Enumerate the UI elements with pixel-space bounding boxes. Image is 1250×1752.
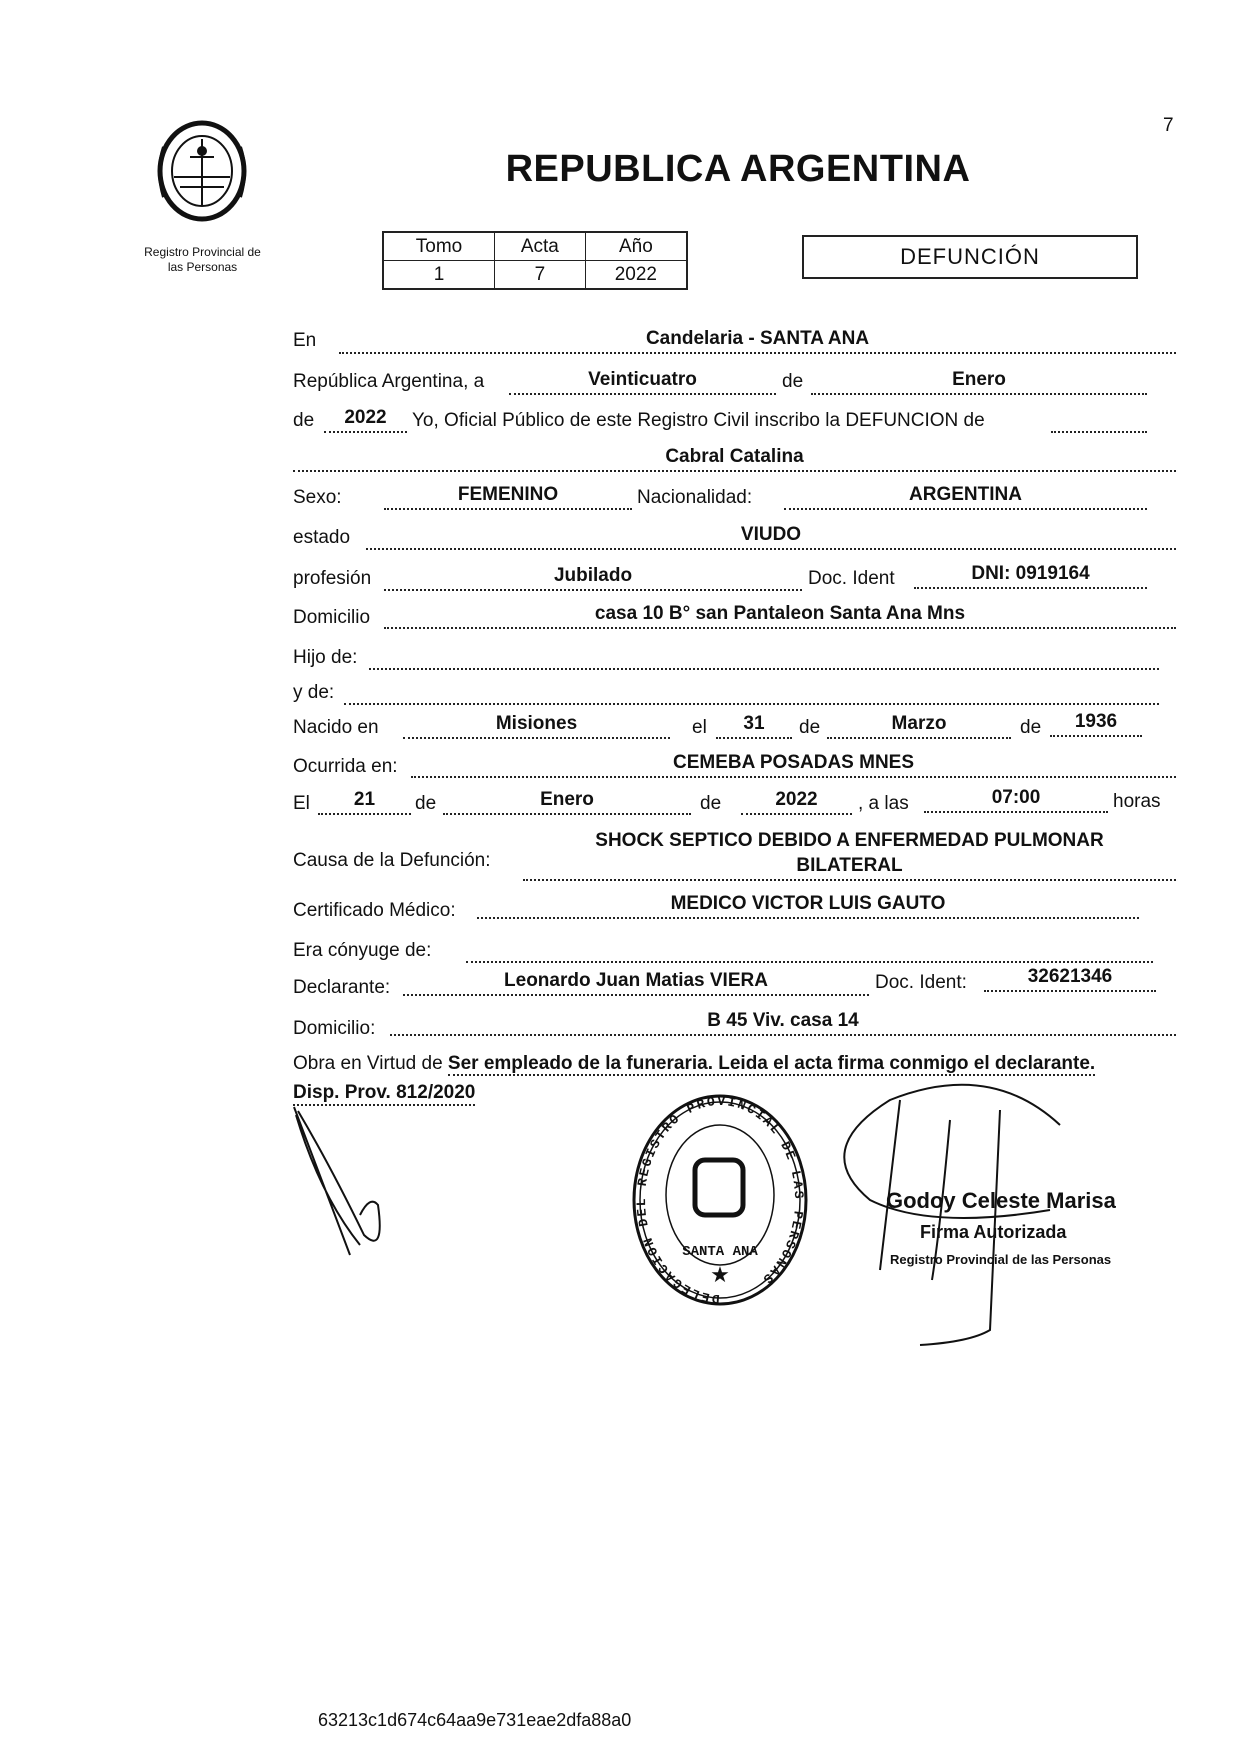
declarant-signature [290, 1105, 400, 1270]
label-sexo: Sexo: [293, 487, 342, 508]
field-day-text: Veinticuatro [509, 369, 776, 395]
field-nacido-lugar: Misiones [403, 713, 670, 739]
field-nacido-mes: Marzo [827, 713, 1011, 739]
label-en: En [293, 330, 317, 351]
value-anio: 2022 [585, 261, 687, 290]
field-year: 2022 [324, 407, 407, 433]
label-certificado: Certificado Médico: [293, 900, 456, 921]
label-nacionalidad: Nacionalidad: [637, 487, 753, 508]
field-estado: VIUDO [366, 524, 1176, 550]
field-obra: Ser empleado de la funeraria. Leida el acta firma conmigo el declarante. [447, 1053, 1096, 1074]
label-el: el [692, 717, 707, 738]
field-causa: BILATERAL [523, 855, 1176, 881]
field-muerte-dia: 21 [318, 789, 411, 815]
seal-center-text: SANTA ANA [682, 1244, 758, 1260]
value-acta: 7 [495, 261, 586, 290]
registry-caption [120, 245, 285, 275]
header-tomo: Tomo [383, 232, 495, 261]
field-decl-domicilio: B 45 Viv. casa 14 [390, 1010, 1176, 1036]
record-table [382, 231, 688, 290]
label-y-de: y de: [293, 682, 335, 703]
field-blank [1051, 407, 1147, 433]
label-republica: República Argentina, a [293, 371, 485, 392]
statement-text: Yo, Oficial Público de este Registro Civil inscribo la DEFUNCION de [412, 410, 985, 431]
field-declarante: Leonardo Juan Matias VIERA [403, 970, 869, 996]
label-de: de [415, 793, 437, 814]
signer-name: Godoy Celeste Marisa [886, 1188, 1116, 1213]
table-header-row [383, 232, 687, 261]
page-title: REPUBLICA ARGENTINA [505, 148, 971, 190]
field-muerte-anio: 2022 [741, 789, 852, 815]
page-number: 7 [1163, 115, 1174, 136]
field-muerte-mes: Enero [443, 789, 691, 815]
label-de: de [799, 717, 821, 738]
seal-ring-text: DELEGACION DEL REGISTRO PROVINCIAL DE LAS PERSONAS [634, 1093, 807, 1307]
label-causa: Causa de la Defunción: [293, 850, 491, 871]
svg-text:★: ★ [710, 1262, 730, 1287]
official-seal [630, 1090, 810, 1315]
causa-line-1: SHOCK SEPTICO DEBIDO A ENFERMEDAD PULMONAR [595, 830, 1104, 851]
field-nacionalidad: ARGENTINA [784, 484, 1147, 510]
label-year-prefix: de [293, 410, 315, 431]
label-decl-domicilio: Domicilio: [293, 1018, 376, 1039]
label-a-las: , a las [858, 793, 909, 814]
field-domicilio: casa 10 B° san Pantaleon Santa Ana Mns [384, 603, 1176, 629]
header-acta: Acta [495, 232, 586, 261]
field-hijo-de [369, 644, 1159, 670]
field-certificado: MEDICO VICTOR LUIS GAUTO [477, 893, 1139, 919]
header-anio: Año [585, 232, 687, 261]
label-declarante: Declarante: [293, 977, 391, 998]
label-obra: Obra en Virtud de [293, 1053, 443, 1074]
label-de: de [782, 371, 804, 392]
label-decl-doc: Doc. Ident: [875, 972, 967, 993]
field-place: Candelaria - SANTA ANA [339, 328, 1176, 354]
field-sexo: FEMENINO [384, 484, 632, 510]
record-type-box: DEFUNCIÓN [802, 235, 1138, 279]
value-tomo: 1 [383, 261, 495, 290]
label-conyuge: Era cónyuge de: [293, 940, 432, 961]
field-profesion: Jubilado [384, 565, 802, 591]
field-month: Enero [811, 369, 1147, 395]
field-doc: DNI: 0919164 [914, 563, 1147, 589]
field-y-de [344, 679, 1159, 705]
field-conyuge [466, 937, 1153, 963]
label-estado: estado [293, 527, 351, 548]
field-nacido-dia: 31 [716, 713, 792, 739]
field-decl-doc: 32621346 [984, 966, 1156, 992]
signer-role: Firma Autorizada [920, 1222, 1067, 1242]
label-de: de [700, 793, 722, 814]
footer-hash: 63213c1d674c64aa9e731eae2dfa88a0 [318, 1710, 632, 1730]
field-ocurrida: CEMEBA POSADAS MNES [411, 752, 1176, 778]
registry-line-2: las Personas [167, 260, 238, 274]
label-ocurrida: Ocurrida en: [293, 756, 398, 777]
label-de: de [1020, 717, 1042, 738]
signer-org: Registro Provincial de las Personas [890, 1252, 1112, 1267]
disp-text: Disp. Prov. 812/2020 [293, 1082, 475, 1106]
registry-line-1: Registro Provincial de [144, 245, 261, 259]
label-doc: Doc. Ident [808, 568, 895, 589]
label-nacido: Nacido en [293, 717, 379, 738]
field-hora: 07:00 [924, 787, 1108, 813]
label-horas: horas [1113, 791, 1161, 812]
obra-line [293, 1053, 1095, 1075]
field-deceased-name: Cabral Catalina [293, 446, 1176, 472]
field-nacido-anio: 1936 [1050, 711, 1142, 737]
label-hijo-de: Hijo de: [293, 647, 358, 668]
label-el: El [293, 793, 310, 814]
label-domicilio: Domicilio [293, 607, 371, 628]
table-row [383, 261, 687, 290]
label-profesion: profesión [293, 568, 372, 589]
